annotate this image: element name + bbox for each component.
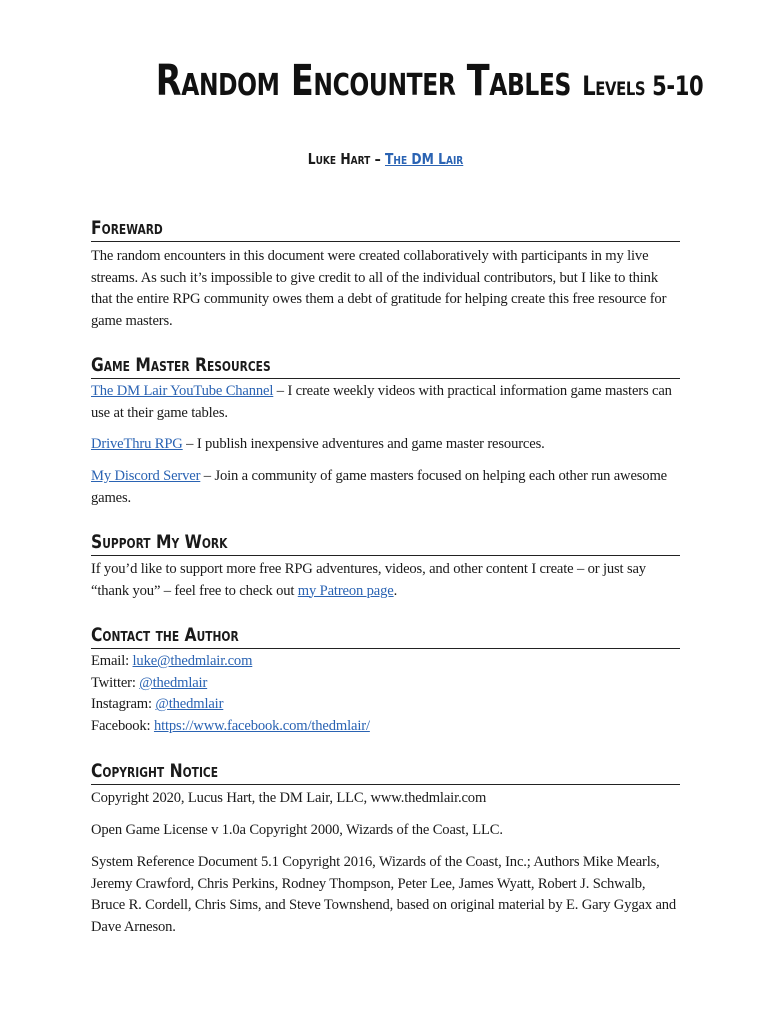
youtube-channel-link[interactable]: The DM Lair YouTube Channel — [91, 383, 274, 399]
title-main: Random Encounter Tables — [155, 56, 571, 106]
copyright-line-2: Open Game License v 1.0a Copyright 2000, Wizards of the Coast, LLC. — [91, 822, 503, 838]
contact-list — [91, 651, 680, 737]
contact-twitter-row: Twitter: @thedmlair — [91, 674, 208, 691]
foreward-paragraph: The random encounters in this document were created collaboratively with participants in my live streams. As such it’s impossible to give credit to all of the individual contributors, but I like to think that the entire RPG community owes them a debt of gratitude for helping create this free resource for game masters. — [91, 248, 667, 329]
discord-server-link[interactable]: My Discord Server — [91, 468, 201, 484]
instagram-link[interactable]: @thedmlair — [155, 696, 224, 712]
support-heading: Support My Work — [91, 530, 680, 556]
resource-item-youtube: The DM Lair YouTube Channel – I create weekly videos with practical information game masters can use at their game tables. — [91, 383, 672, 421]
contact-heading: Contact the Author — [91, 623, 680, 649]
email-link[interactable]: luke@thedmlair.com — [132, 653, 253, 669]
copyright-srd-paragraph: System Reference Document 5.1 Copyright 2016, Wizards of the Coast, Inc.; Authors Mike Mearls, Jeremy Crawford, Chris Perkins, Rodney Thompson, Peter Lee, James Wyatt, Robert J. Schwalb, Bruce R. Cordell, Chris Sims, and Steve Townshend, based on original material by E. Gary Gygax and Dave Arneson. — [91, 854, 677, 935]
resources-heading: Game Master Resources — [91, 353, 680, 379]
facebook-link[interactable]: https://www.facebook.com/thedmlair/ — [153, 717, 370, 734]
resource-item-drivethru: DriveThru RPG – I publish inexpensive adventures and game master resources. — [91, 436, 545, 452]
title-levels: Levels 5-10 — [582, 71, 704, 102]
byline-separator: – — [370, 150, 386, 168]
byline — [144, 150, 627, 168]
contact-facebook-row: Facebook: https://www.facebook.com/thedmlair/ — [91, 717, 370, 734]
document-title — [155, 56, 704, 106]
twitter-link[interactable]: @thedmlair — [139, 674, 208, 691]
dm-lair-link[interactable]: The DM Lair — [385, 150, 464, 168]
contact-email-row: Email: luke@thedmlair.com — [91, 653, 253, 669]
copyright-heading: Copyright Notice — [91, 759, 680, 785]
drivethru-rpg-link[interactable]: DriveThru RPG — [91, 436, 183, 452]
foreward-heading: Foreward — [91, 216, 680, 242]
resource-item-discord: My Discord Server – Join a community of game masters focused on helping each other run awesome games. — [91, 468, 667, 506]
patreon-link[interactable]: my Patreon page — [297, 582, 394, 599]
contact-instagram-row: Instagram: @thedmlair — [91, 696, 224, 712]
support-paragraph: If you’d like to support more free RPG adventures, videos, and other content I create – or just say “thank you” – feel free to check out my Patreon page. — [91, 561, 646, 599]
copyright-line-1: Copyright 2020, Lucus Hart, the DM Lair, LLC, www.thedmlair.com — [91, 790, 487, 806]
author-name: Luke Hart — [307, 150, 371, 168]
